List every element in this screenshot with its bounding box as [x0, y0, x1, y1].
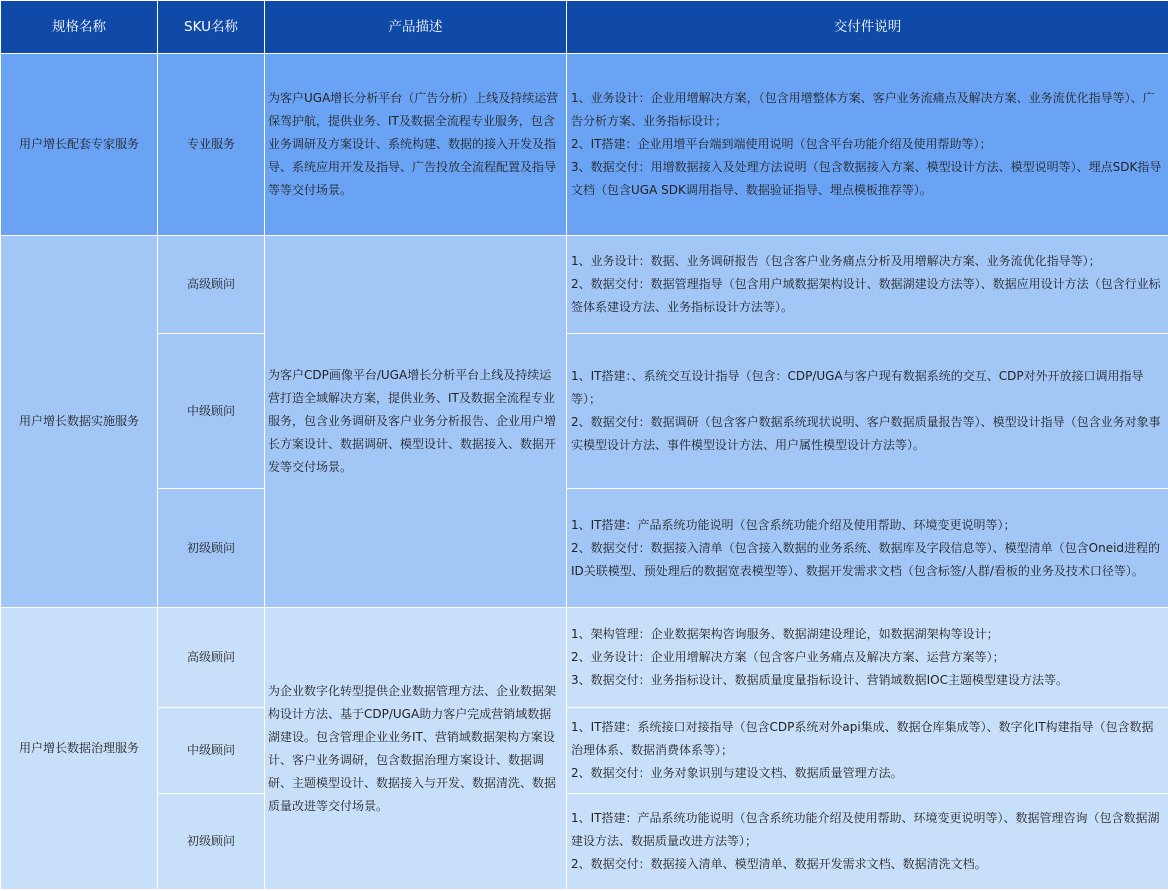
- deliverable-item: 1、IT搭建：产品系统功能说明（包含系统功能介绍及使用帮助、环境变更说明等）、数据管理咨询（包含数据湖建设方法、数据质量改进方法等）；: [571, 811, 1160, 848]
- table-row: [1, 54, 1168, 236]
- sku-cell: 专业服务: [158, 54, 265, 236]
- deliverable-item: 2、数据交付：数据接入清单（包含接入数据的业务系统、数据库及字段信息等）、模型清单（包含Oneid进程的ID关联模型、预处理后的数据宽表模型等）、数据开发需求文档（包含标签/人群/看板的业务及技术口径等）。: [571, 540, 1161, 578]
- header-desc: 产品描述: [265, 1, 567, 54]
- table-row: [1, 489, 1168, 608]
- table-row: [1, 708, 1168, 794]
- header-deliverable: 交付件说明: [567, 1, 1168, 54]
- table-row: [1, 794, 1168, 890]
- header-row: [1, 1, 1168, 54]
- deliverable-item: 2、数据交付：数据接入清单、模型清单、数据开发需求文档、数据清洗文档。: [571, 857, 987, 871]
- sku-cell: 中级顾问: [158, 708, 265, 794]
- deliverable-cell: [567, 236, 1168, 334]
- deliverable-cell: [567, 794, 1168, 890]
- description-cell: 为企业数字化转型提供企业数据管理方法、企业数据架构设计方法、基于CDP/UGA助力客户完成营销域数据湖建设。包含管理企业业务IT、营销域数据架构方案设计、客户业务调研，包含数据治理方案设计、数据调研、主题模型设计、数据接入与开发、数据清洗、数据质量改进等交付场景。: [265, 608, 567, 890]
- sku-cell: 高级顾问: [158, 608, 265, 708]
- deliverable-cell: [567, 489, 1168, 608]
- deliverable-cell: [567, 54, 1168, 236]
- sku-cell: 中级顾问: [158, 334, 265, 489]
- table-row: [1, 334, 1168, 489]
- spec-cell: 用户增长数据治理服务: [1, 608, 158, 890]
- sku-cell: 初级顾问: [158, 794, 265, 890]
- deliverable-item: 3、数据交付：用增数据接入及处理方法说明（包含数据接入方案、模型设计方法、模型说明等）、埋点SDK指导文档（包含UGA SDK调用指导、数据验证指导、埋点模板推荐等）。: [571, 160, 1162, 197]
- spec-cell: 用户增长数据实施服务: [1, 236, 158, 608]
- deliverable-item: 1、IT搭建：产品系统功能说明（包含系统功能介绍及使用帮助、环境变更说明等）；: [571, 517, 1016, 532]
- table-row: [1, 608, 1168, 708]
- deliverable-cell: [567, 708, 1168, 794]
- description-cell: 为客户UGA增长分析平台（广告分析）上线及持续运营保驾护航，提供业务、IT及数据全流程专业服务，包含业务调研及方案设计、系统构建、数据的接入开发及指导、系统应用开发及指导、广告投放全流程配置及指导等等交付场景。: [265, 54, 567, 236]
- spec-cell: 用户增长配套专家服务: [1, 54, 158, 236]
- deliverable-item: 1、业务设计：企业用增解决方案，（包含用增整体方案、客户业务流痛点及解决方案、业务流优化指导等）、广告分析方案、业务指标设计；: [571, 91, 1155, 128]
- deliverable-item: 1、IT搭建：系统接口对接指导（包含CDP系统对外api集成、数据仓库集成等）、数字化IT构建指导（包含数据治理体系、数据消费体系等）；: [571, 720, 1154, 757]
- deliverable-item: 1、业务设计：数据、业务调研报告（包含客户业务痛点分析及用增解决方案、业务流优化指导等）；: [571, 254, 1101, 268]
- description-cell: 为客户CDP画像平台/UGA增长分析平台上线及持续运营打造全域解决方案，提供业务、IT及数据全流程专业服务，包含业务调研及客户业务分析报告、企业用户增长方案设计、数据调研、模型设计、数据接入、数据开发等交付场景。: [265, 236, 567, 608]
- deliverable-item: 3、数据交付：业务指标设计、数据质量度量指标设计、营销域数据IOC主题模型建设方法等。: [571, 673, 1069, 687]
- sku-cell: 初级顾问: [158, 489, 265, 608]
- deliverable-item: 2、数据交付：业务对象识别与建设文档、数据质量管理方法。: [571, 766, 903, 780]
- deliverable-item: 2、IT搭建：企业用增平台端到端使用说明（包含平台功能介绍及使用帮助等）；: [571, 137, 992, 151]
- deliverable-cell: [567, 334, 1168, 489]
- deliverable-item: 2、数据交付：数据调研（包含客户数据系统现状说明、客户数据质量报告等）、模型设计指导（包含业务对象事实模型设计方法、事件模型设计方法、用户属性模型设计方法等）。: [571, 415, 1161, 452]
- deliverable-cell: [567, 608, 1168, 708]
- header-spec: 规格名称: [1, 1, 158, 54]
- sku-cell: 高级顾问: [158, 236, 265, 334]
- deliverable-item: 1、架构管理：企业数据架构咨询服务、数据湖建设理论，如数据湖架构等设计；: [571, 627, 999, 641]
- header-sku: SKU名称: [158, 1, 265, 54]
- deliverable-item: 2、业务设计：企业用增解决方案（包含客户业务痛点及解决方案、运营方案等）；: [571, 650, 1005, 664]
- table-row: [1, 236, 1168, 334]
- deliverable-item: 1、IT搭建：、系统交互设计指导（包含：CDP/UGA与客户现有数据系统的交互、CDP对外开放接口调用指导等）；: [571, 369, 1144, 406]
- deliverable-item: 2、数据交付：数据管理指导（包含用户域数据架构设计、数据湖建设方法等）、数据应用设计方法（包含行业标签体系建设方法、业务指标设计方法等）。: [571, 277, 1161, 314]
